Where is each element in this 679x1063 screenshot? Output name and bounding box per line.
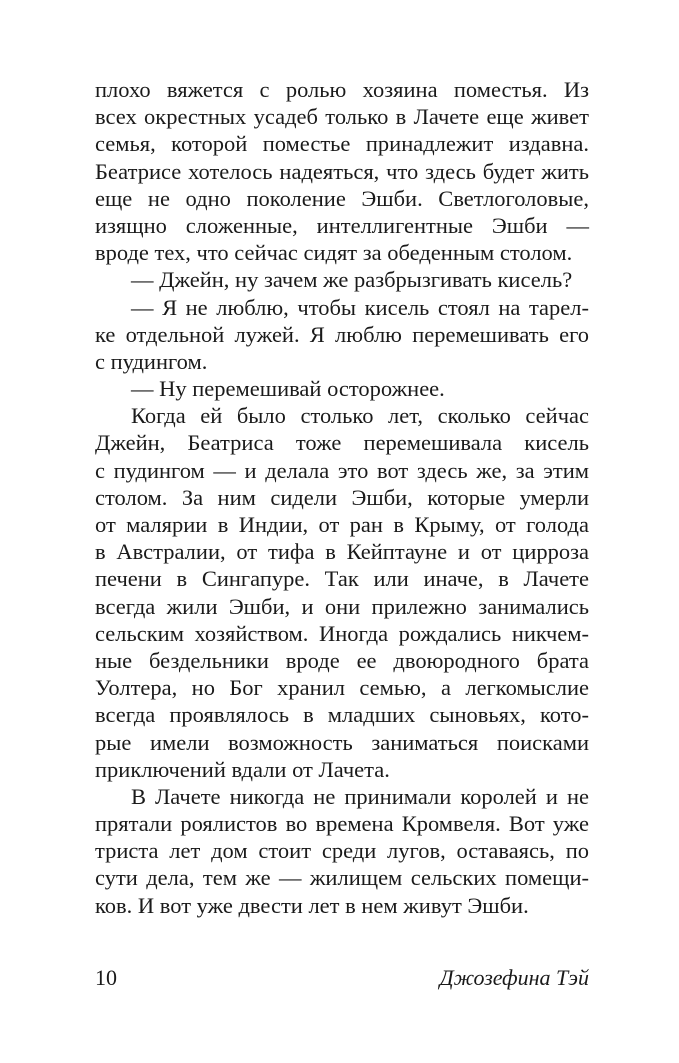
running-author-name: Джозефина Тэй bbox=[439, 965, 589, 990]
text-line: столом. За ним сидели Эшби, которые умерли bbox=[95, 484, 589, 510]
page-text-body bbox=[95, 76, 589, 919]
page-number: 10 bbox=[95, 965, 117, 990]
text-line: сути дела, тем же — жилищем сельских помещи- bbox=[95, 865, 589, 891]
text-line: всегда проявлялось в младших сыновьях, кото- bbox=[95, 702, 589, 728]
dialogue-line: — Ну перемешивай осторожнее. bbox=[131, 376, 445, 402]
dialogue-line: — Джейн, ну зачем же разбрызгивать кисель? bbox=[131, 267, 573, 293]
text-line: рые имели возможность заниматься поисками bbox=[95, 729, 589, 755]
text-line: изящно сложенные, интеллигентные Эшби — bbox=[95, 212, 589, 238]
text-line: всех окрестных усадеб только в Лачете еще живет bbox=[95, 104, 589, 130]
text-line: семья, которой поместье принадлежит издавна. bbox=[95, 131, 589, 157]
dialogue-line: — Я не люблю, чтобы кисель стоял на тарел- bbox=[131, 294, 589, 320]
text-line: всегда жили Эшби, и они прилежно занимались bbox=[95, 593, 589, 619]
text-line: приключений вдали от Лачета. bbox=[95, 756, 390, 782]
text-line: печени в Сингапуре. Так или иначе, в Лачете bbox=[95, 566, 589, 592]
paragraph-first-line: В Лачете никогда не принимали королей и не bbox=[131, 783, 589, 809]
text-line: с пудингом — и делала это вот здесь же, за этим bbox=[95, 457, 589, 483]
text-line: Беатрисе хотелось надеяться, что здесь будет жить bbox=[95, 158, 589, 184]
text-line: от малярии в Индии, от ран в Крыму, от голода bbox=[95, 512, 589, 537]
text-line: ке отдельной лужей. Я люблю перемешивать его bbox=[95, 321, 589, 347]
text-line: ные бездельники вроде ее двоюродного брата bbox=[95, 647, 589, 673]
text-line: триста лет дом стоит среди лугов, оставаясь, по bbox=[95, 838, 589, 864]
text-line: ков. И вот уже двести лет в нем живут Эшби. bbox=[95, 892, 529, 918]
text-line: с пудингом. bbox=[95, 348, 208, 374]
text-line: еще не одно поколение Эшби. Светлоголовые, bbox=[95, 185, 589, 211]
text-line: Уолтера, но Бог хранил семью, а легкомыслие bbox=[95, 675, 589, 701]
paragraph-first-line: Когда ей было столько лет, сколько сейчас bbox=[131, 403, 589, 429]
text-line: в Австралии, от тифа в Кейптауне и от цирроза bbox=[95, 539, 589, 565]
text-line: вроде тех, что сейчас сидят за обеденным столом. bbox=[95, 240, 573, 266]
page-footer bbox=[95, 964, 589, 992]
text-line: прятали роялистов во времена Кромвеля. Вот уже bbox=[95, 811, 589, 837]
text-line: сельским хозяйством. Иногда рождались никчем- bbox=[95, 620, 589, 646]
text-line: плохо вяжется с ролью хозяина поместья. Из bbox=[95, 77, 589, 102]
text-line: Джейн, Беатриса тоже перемешивала кисель bbox=[95, 430, 589, 456]
